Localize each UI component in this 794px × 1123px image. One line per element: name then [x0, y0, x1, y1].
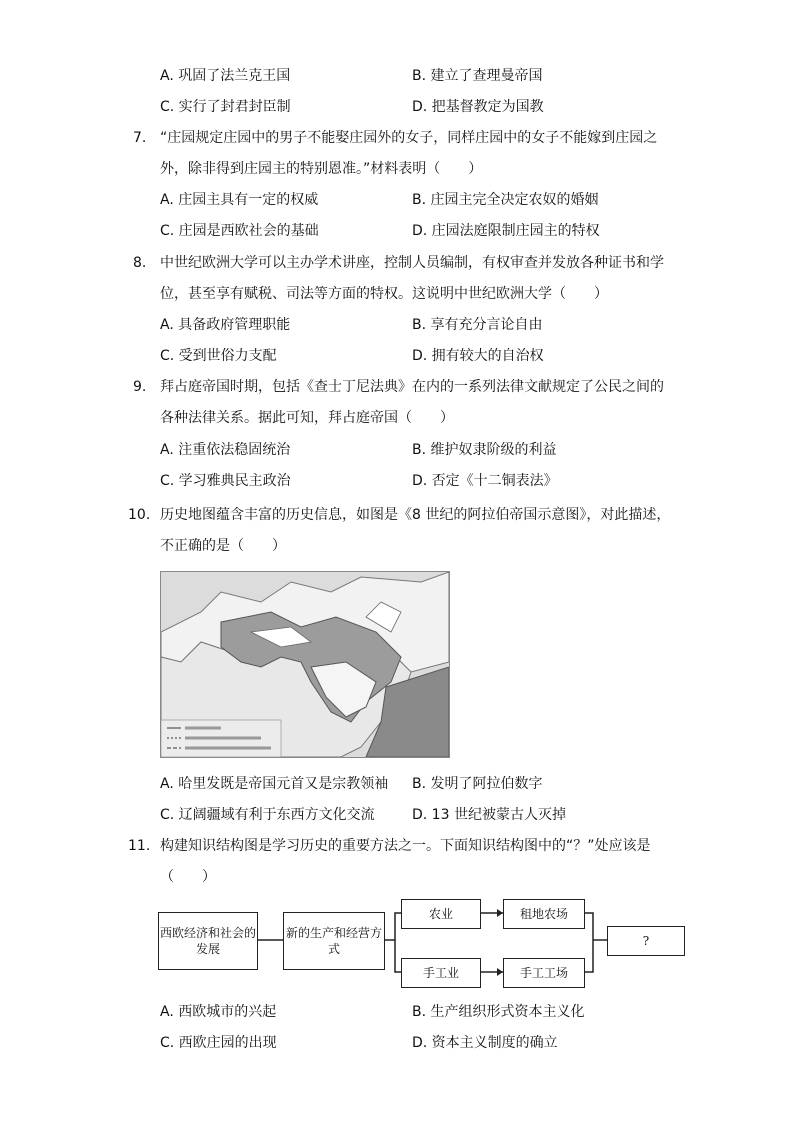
q10-option-d: D. 13 世纪被蒙古人灭掉	[412, 807, 566, 823]
q8-stem-line2: 位，甚至享有赋税、司法等方面的特权。这说明中世纪欧洲大学（ ）	[160, 286, 608, 302]
q7-stem-line2: 外，除非得到庄园主的特别恩准。”材料表明（ ）	[160, 161, 483, 177]
q6-option-c: C. 实行了封君封臣制	[160, 99, 291, 115]
box-handicraft: 手工业	[401, 958, 481, 988]
q11-option-c: C. 西欧庄园的出现	[160, 1035, 277, 1051]
box-workshop: 手工工场	[503, 958, 585, 988]
q11-option-a: A. 西欧城市的兴起	[160, 1004, 277, 1020]
q10-option-a: A. 哈里发既是帝国元首又是宗教领袖	[160, 776, 389, 792]
q9-option-b: B. 维护奴隶阶级的利益	[412, 442, 557, 458]
q10-option-b: B. 发明了阿拉伯数字	[412, 776, 543, 792]
box-leased-farm: 租地农场	[503, 899, 585, 929]
q9-option-c: C. 学习雅典民主政治	[160, 473, 291, 489]
q8-option-b: B. 享有充分言论自由	[412, 317, 543, 333]
arab-empire-map	[160, 571, 450, 758]
q11-stem-line1: 构建知识结构图是学习历史的重要方法之一。下面知识结构图中的“？”处应该是	[160, 838, 651, 854]
q6-option-b: B. 建立了查理曼帝国	[412, 68, 543, 84]
q7-option-c: C. 庄园是西欧社会的基础	[160, 223, 319, 239]
q8-stem-line1: 中世纪欧洲大学可以主办学术讲座，控制人员编制，有权审查并发放各种证书和学	[160, 255, 664, 271]
box-western-europe-development: 西欧经济和社会的发展	[158, 912, 258, 970]
box-agriculture: 农业	[401, 899, 481, 929]
q7-option-b: B. 庄园主完全决定农奴的婚姻	[412, 192, 599, 208]
q8-number: 8.	[133, 255, 147, 271]
q8-option-c: C. 受到世俗力支配	[160, 348, 277, 364]
q9-number: 9.	[133, 379, 147, 395]
q10-option-c: C. 辽阔疆域有利于东西方文化交流	[160, 807, 375, 823]
q6-option-d: D. 把基督教定为国教	[412, 99, 544, 115]
map-image	[161, 572, 449, 757]
knowledge-structure-diagram	[155, 895, 695, 985]
q9-option-a: A. 注重依法稳固统治	[160, 442, 291, 458]
q11-number: 11.	[128, 838, 151, 854]
box-new-production-methods: 新的生产和经营方式	[283, 912, 385, 970]
q7-option-d: D. 庄园法庭限制庄园主的特权	[412, 223, 600, 239]
q11-option-d: D. 资本主义制度的确立	[412, 1035, 558, 1051]
q11-stem-line2: （ ）	[160, 869, 216, 885]
q6-option-a: A. 巩固了法兰克王国	[160, 68, 291, 84]
q9-stem-line1: 拜占庭帝国时期，包括《查士丁尼法典》在内的一系列法律文献规定了公民之间的	[160, 379, 664, 395]
q10-number: 10.	[128, 507, 151, 523]
q10-stem-line1: 历史地图蕴含丰富的历史信息，如图是《8 世纪的阿拉伯帝国示意图》，对此描述，	[160, 507, 671, 523]
q7-number: 7.	[133, 130, 147, 146]
q8-option-a: A. 具备政府管理职能	[160, 317, 291, 333]
q7-option-a: A. 庄园主具有一定的权威	[160, 192, 319, 208]
box-question-mark: ?	[607, 926, 685, 956]
q7-stem-line1: “庄园规定庄园中的男子不能娶庄园外的女子，同样庄园中的女子不能嫁到庄园之	[160, 130, 658, 146]
q8-option-d: D. 拥有较大的自治权	[412, 348, 544, 364]
q10-stem-line2: 不正确的是（ ）	[160, 538, 286, 554]
q9-option-d: D. 否定《十二铜表法》	[412, 473, 558, 489]
q9-stem-line2: 各种法律关系。据此可知，拜占庭帝国（ ）	[160, 410, 454, 426]
q11-option-b: B. 生产组织形式资本主义化	[412, 1004, 585, 1020]
